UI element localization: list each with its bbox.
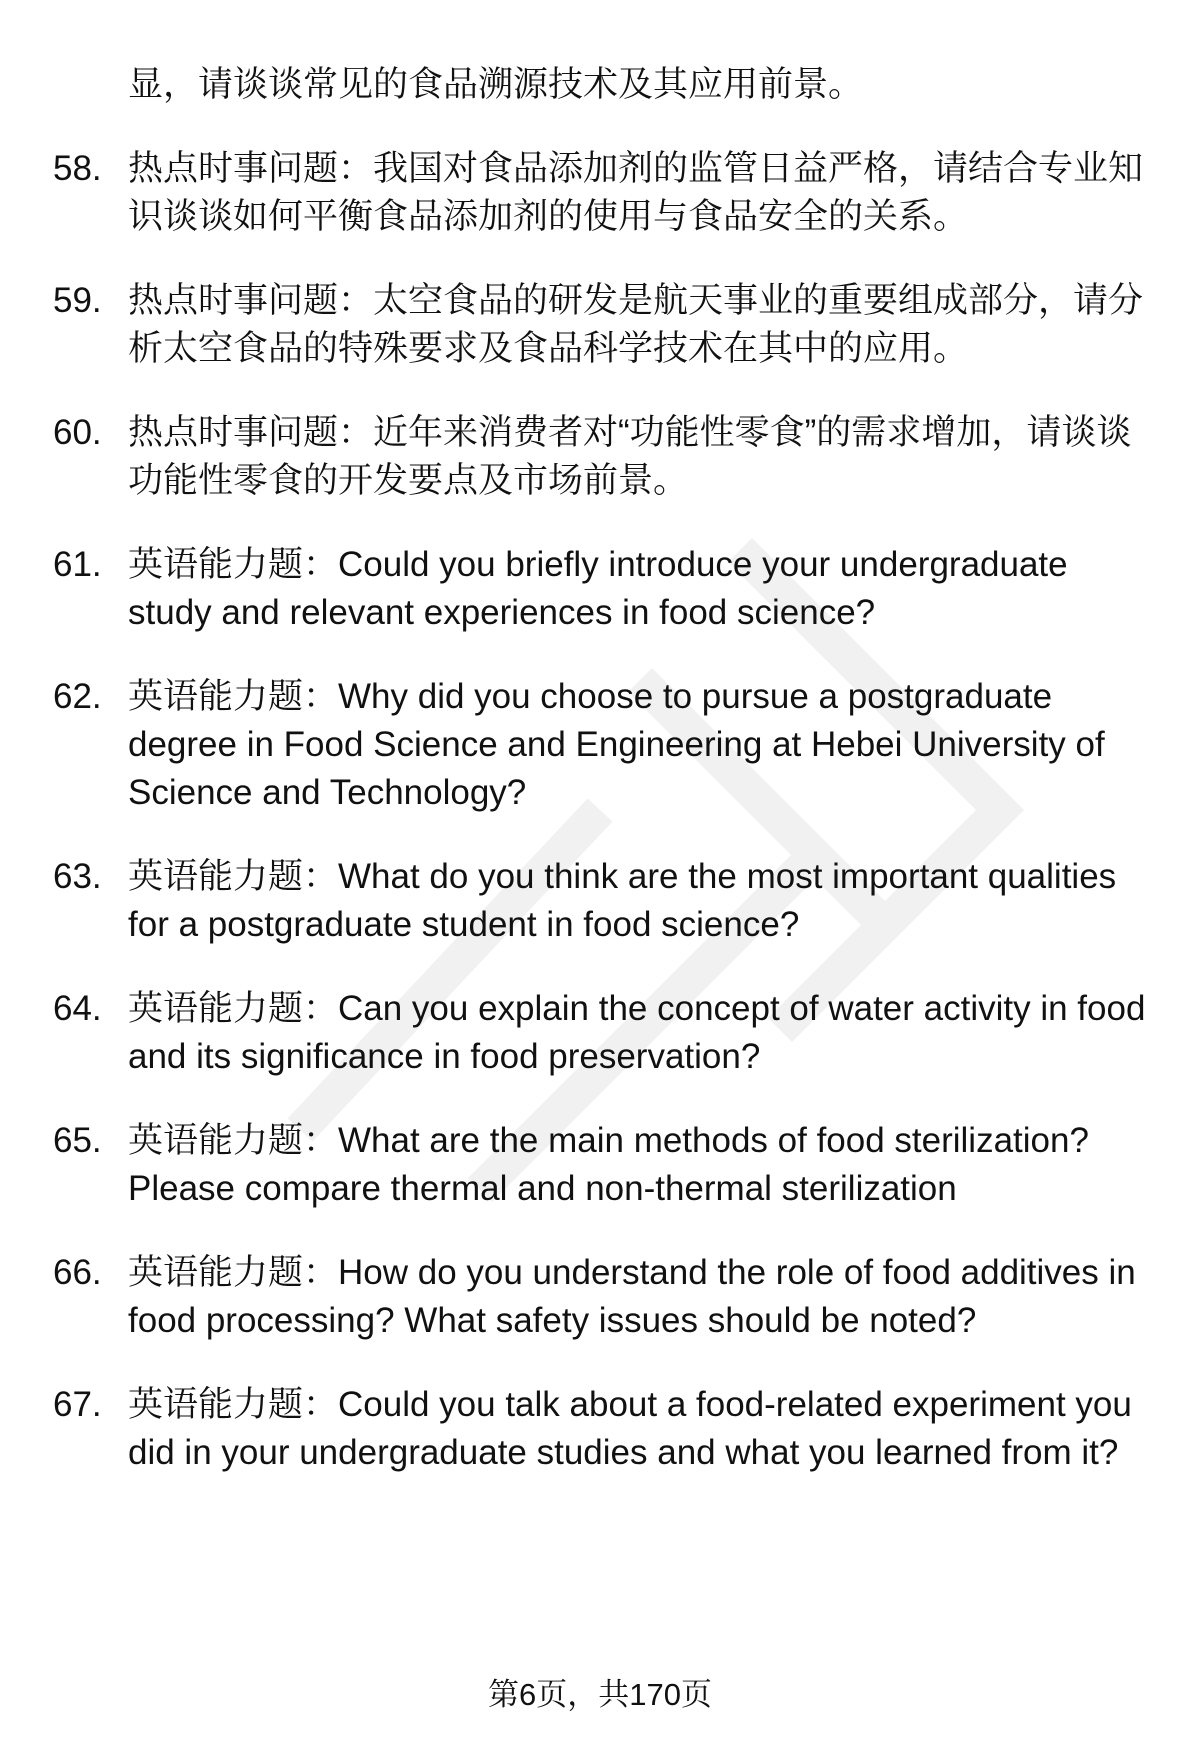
document-body xyxy=(0,61,1200,1513)
question-text: 英语能力题：Can you explain the concept of water activity in food and its significance in food preservation? xyxy=(128,989,1146,1076)
question-item xyxy=(0,1117,1200,1213)
question-text: 热点时事问题：近年来消费者对“功能性零食”的需求增加，请谈谈功能性零食的开发要点及市场前景。 xyxy=(128,413,1132,500)
question-number: 66. xyxy=(53,1253,102,1292)
question-number: 59. xyxy=(53,281,102,320)
question-item xyxy=(0,1381,1200,1477)
question-number: 63. xyxy=(53,857,102,896)
question-text: 英语能力题：Why did you choose to pursue a postgraduate degree in Food Science and Engineering at Hebei University of Science and Technology? xyxy=(128,677,1105,812)
question-number: 65. xyxy=(53,1121,102,1160)
question-text: 显，请谈谈常见的食品溯源技术及其应用前景。 xyxy=(128,65,864,104)
question-item xyxy=(0,673,1200,817)
question-item xyxy=(0,541,1200,637)
question-text: 英语能力题：Could you briefly introduce your undergraduate study and relevant experiences in food science? xyxy=(128,545,1068,632)
question-text: 热点时事问题：太空食品的研发是航天事业的重要组成部分，请分析太空食品的特殊要求及食品科学技术在其中的应用。 xyxy=(128,281,1144,368)
question-number: 58. xyxy=(53,149,102,188)
page-footer: 第6页，共170页 xyxy=(488,1677,712,1712)
question-item xyxy=(0,409,1200,505)
question-number: 61. xyxy=(53,545,102,584)
question-text: 英语能力题：What do you think are the most important qualities for a postgraduate student in food science? xyxy=(128,857,1117,944)
question-item xyxy=(0,277,1200,373)
question-item xyxy=(0,145,1200,241)
question-number: 67. xyxy=(53,1385,102,1424)
question-number: 62. xyxy=(53,677,102,716)
question-number: 64. xyxy=(53,989,102,1028)
question-continuation xyxy=(0,61,1200,109)
question-number: 60. xyxy=(53,413,102,452)
question-text: 英语能力题：How do you understand the role of food additives in food processing? What safety issues should be noted? xyxy=(128,1253,1136,1340)
question-text: 英语能力题：What are the main methods of food sterilization? Please compare thermal and non-thermal sterilization xyxy=(128,1121,1089,1208)
question-item xyxy=(0,985,1200,1081)
question-item xyxy=(0,853,1200,949)
question-text: 热点时事问题：我国对食品添加剂的监管日益严格，请结合专业知识谈谈如何平衡食品添加剂的使用与食品安全的关系。 xyxy=(128,149,1144,236)
question-text: 英语能力题：Could you talk about a food-related experiment you did in your undergraduate studies and what you learned from it? xyxy=(128,1385,1132,1472)
question-item xyxy=(0,1249,1200,1345)
